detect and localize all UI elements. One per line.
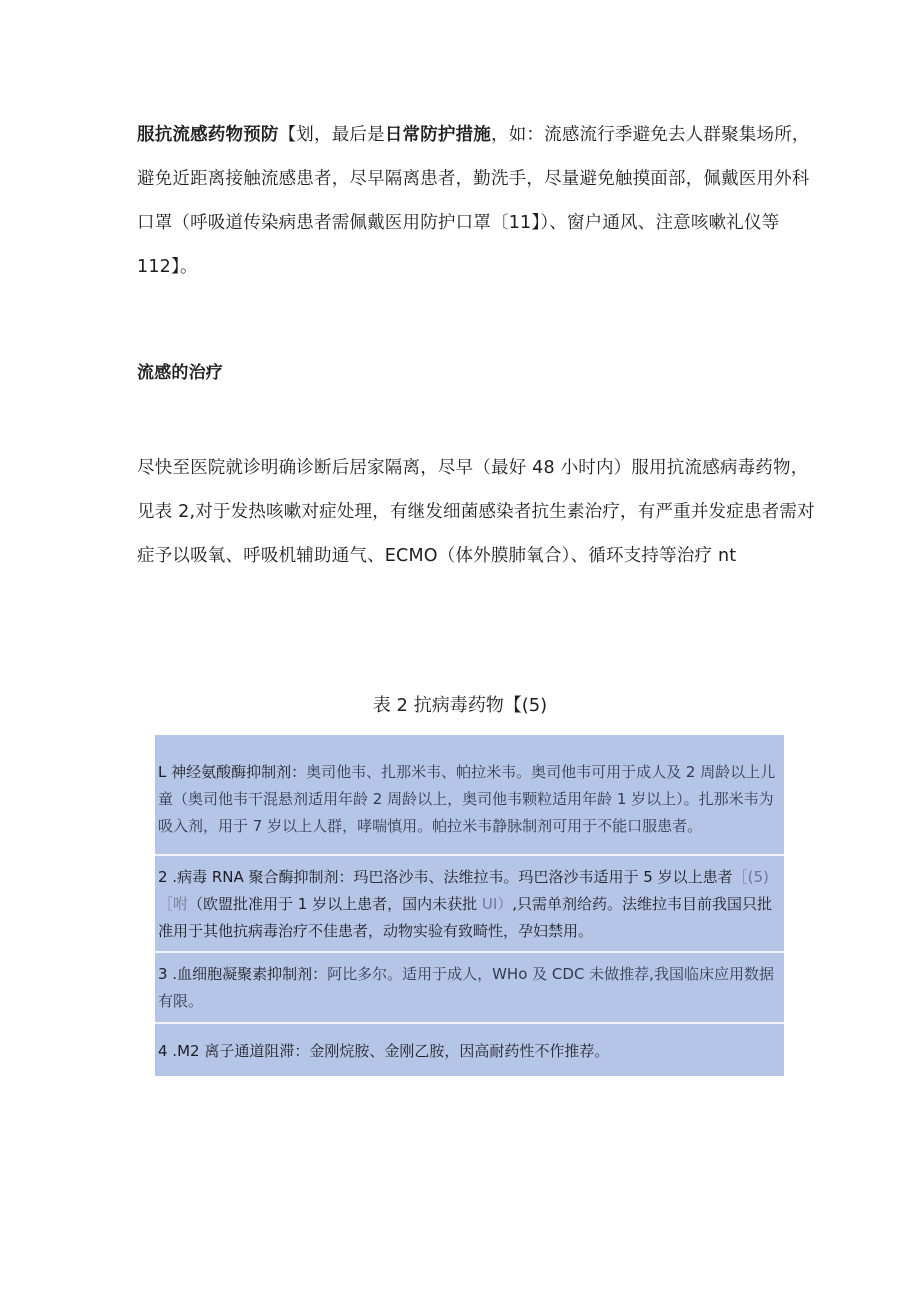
drug-class-description: ,只需单剂给药。法维拉韦目前我国只批准用于其他抗病毒治疗不佳患者，动物实验有致畸性，孕妇禁用。 <box>158 895 773 940</box>
drug-class-description: 奥司他韦、扎那米韦、帕拉米韦。奥司他韦可用于成人及 2 周龄以上儿童（奥司他韦干混悬剂适用年龄 2 周龄以上，奥司他韦颗粒适用年龄 1 岁以上）。扎那米韦为吸入剂，用于 7 岁以上人群，哮喘慎用。帕拉米韦静脉制剂可用于不能口服患者。 <box>158 763 776 835</box>
table-row <box>155 1024 784 1076</box>
drug-class-label: 2 .病毒 RNA 聚合酶抑制剂：玛巴洛沙韦、法维拉韦。玛巴洛沙韦适用于 5 岁以上患者 <box>158 868 733 886</box>
table-row <box>155 735 784 856</box>
table-row <box>155 953 784 1024</box>
drug-class-description: （欧盟批准用于 1 岁以上患者，国内未获批 <box>188 895 478 913</box>
drug-class-label: 4 .M2 离子通道阻滞：金刚烷胺、金刚乙胺，因高耐药性不作推荐。 <box>158 1042 610 1060</box>
citation-fragment: ［(5)［咐 <box>158 868 769 913</box>
drug-class-description: 阿比多尔。适用于成人，WHo 及 CDC 未做推荐,我国临床应用数据有限。 <box>158 965 774 1010</box>
section-heading-treatment: 流感的治疗 <box>137 363 223 383</box>
bold-phrase-daily-protection: 日常防护措施 <box>384 125 492 145</box>
table-title: 表 2 抗病毒药物【(5) <box>372 695 548 716</box>
antiviral-drug-table <box>155 735 784 1076</box>
paragraph-text: 【划，最后是 <box>278 125 385 145</box>
treatment-paragraph: 尽快至医院就诊明确诊断后居家隔离，尽早（最好 48 小时内）服用抗流感病毒药物，见表 2,对于发热咳嗽对症处理，有继发细菌感染者抗生素治疗，有严重并发症患者需对症予以吸氧、呼吸机辅助通气、ECMO（体外膜肺氧合）、循环支持等治疗 nt <box>137 458 815 566</box>
citation-fragment: UI） <box>477 895 513 913</box>
drug-class-label: 3 .血细胞凝聚素抑制剂： <box>158 965 328 983</box>
bold-phrase-prevention-drugs: 服抗流感药物预防 <box>137 125 279 145</box>
prevention-paragraph <box>137 113 817 289</box>
table-row <box>155 856 784 953</box>
paragraph-text: ，如：流感流行季避免去人群聚集场所，避免近距离接触流感患者，尽早隔离患者，勤洗手，尽量避免触摸面部，佩戴医用外科口罩（呼吸道传染病患者需佩戴医用防护口罩〔11】）、窗户通风、注意咳嗽礼仪等 112】。 <box>137 125 810 277</box>
drug-class-label: L 神经氨酸酶抑制剂： <box>158 763 307 781</box>
